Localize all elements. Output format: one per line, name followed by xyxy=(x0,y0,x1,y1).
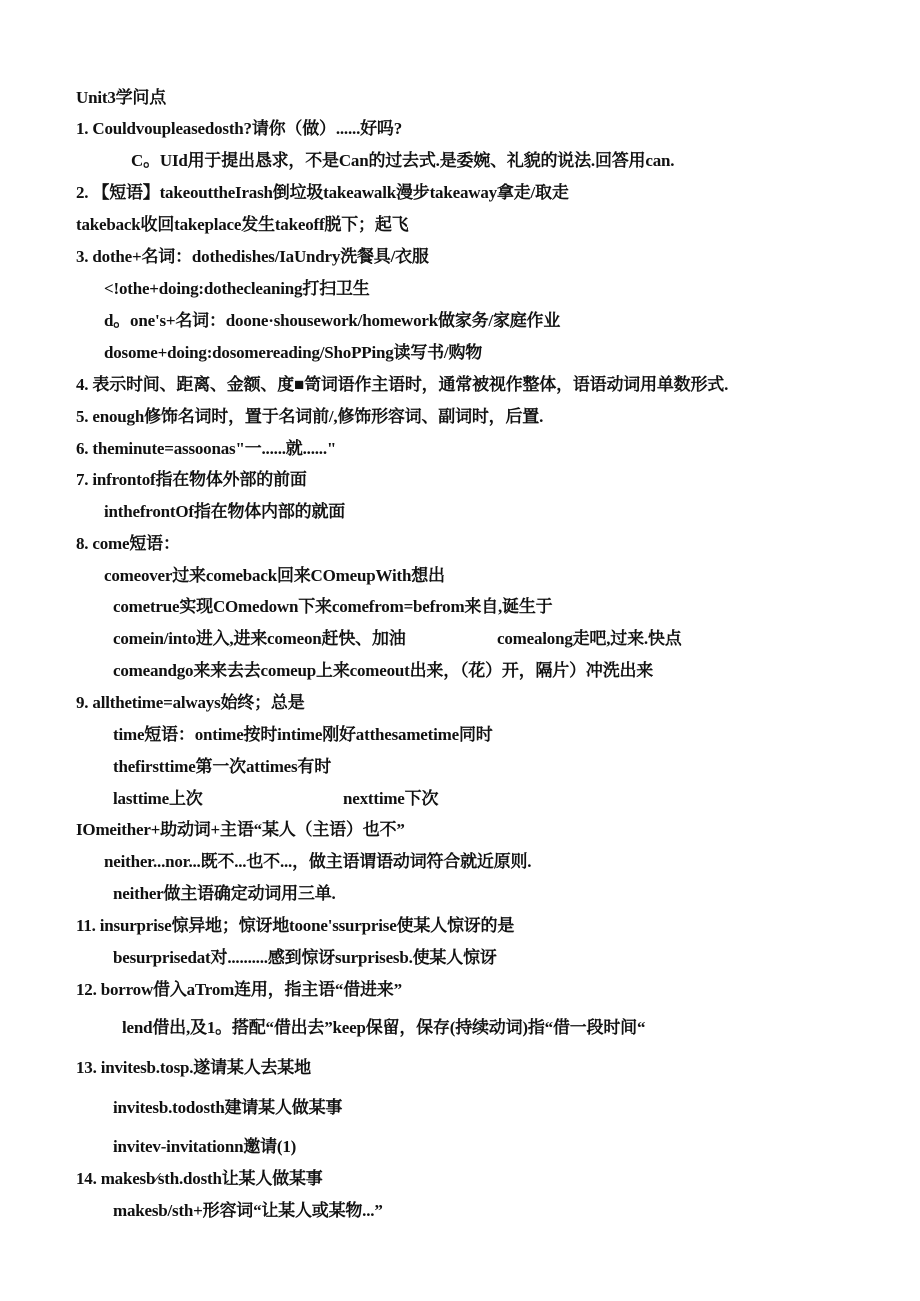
text-line: neither做主语确定动词用三单. xyxy=(113,884,336,903)
text-line: 12. borrow借入aTrom连用，指主语“借进来” xyxy=(76,980,402,999)
text-line: comealong走吧,过来.快点 xyxy=(497,629,682,648)
text-line: C。UId用于提出恳求，不是Can的过去式.是委婉、礼貌的说法.回答用can. xyxy=(131,151,675,170)
text-line: IOmeither+助动词+主语“某人（主语）也不” xyxy=(76,820,405,839)
text-line: lasttime上次 xyxy=(113,789,203,808)
text-line: comeover过来comeback回来COmeupWith想出 xyxy=(104,566,445,585)
text-line: d。one's+名词：doone·shousework/homework做家务/家庭作业 xyxy=(104,311,561,330)
text-line: neither...nor...既不...也不...，做主语谓语动词符合就近原则. xyxy=(104,852,532,871)
text-line: 13. invitesb.tosp.遂请某人去某地 xyxy=(76,1058,311,1077)
text-line: 7. infrontof指在物体外部的前面 xyxy=(76,470,307,489)
text-line: cometrue实现COmedown下来comefrom=befrom来自,诞生于 xyxy=(113,597,553,616)
text-line: invitesb.todosth建请某人做某事 xyxy=(113,1098,343,1117)
text-line: 6. theminute=assoonas"一......就......" xyxy=(76,439,337,458)
text-line: besurprisedat对..........感到惊讶surprisesb.使某人惊讶 xyxy=(113,948,497,967)
text-line: thefirsttime第一次attimes有时 xyxy=(113,757,332,776)
document-title: Unit3学问点 xyxy=(76,88,167,107)
text-line: lend借出,及1。搭配“借出去”keep保留，保存(持续动词)指“借一段时间“ xyxy=(122,1018,646,1037)
text-line: time短语：ontime按时intime刚好atthesametime同时 xyxy=(113,725,493,744)
text-line: dosome+doing:dosomereading/ShoPPing读写书/购物 xyxy=(104,343,483,362)
text-line: comein/into进入,进来comeon赶快、加油 xyxy=(113,629,406,648)
text-line: 9. allthetime=always始终；总是 xyxy=(76,693,305,712)
text-line: comeandgo来来去去comeup上来comeout出来，（花）开，隔片）冲洗出来 xyxy=(113,661,654,680)
text-line: 2. 【短语】takeouttheIrash倒垃圾takeawalk漫步takeaway拿走/取走 xyxy=(76,183,569,202)
text-line: 5. enough修饰名词时，置于名词前/,修饰形容词、副词时，后置. xyxy=(76,407,544,426)
text-line: takeback收回takeplace发生takeoff脱下；起飞 xyxy=(76,215,409,234)
text-line: 4. 表示时间、距离、金额、度■笥词语作主语时，通常被视作整体，语语动词用单数形式. xyxy=(76,375,729,394)
text-line: nexttime下次 xyxy=(343,789,439,808)
text-line: <!othe+doing:dothecleaning打扫卫生 xyxy=(104,279,370,298)
text-line: makesb/sth+形容词“让某人或某物...” xyxy=(113,1201,383,1220)
text-line: 1. Couldvoupleasedosth?请你（做）......好吗? xyxy=(76,119,403,138)
text-line: 14. makesb⁄sth.dosth让某人做某事 xyxy=(76,1169,323,1188)
text-line: 8. come短语： xyxy=(76,534,180,553)
text-line: invitev-invitationn邀请(1) xyxy=(113,1137,297,1156)
text-line: 11. insurprise惊异地；惊讶地toone'ssurprise使某人惊讶的是 xyxy=(76,916,515,935)
text-line: 3. dothe+名词：dothedishes/IaUndry洗餐具/衣服 xyxy=(76,247,429,266)
text-line: inthefrontOf指在物体内部的就面 xyxy=(104,502,346,521)
